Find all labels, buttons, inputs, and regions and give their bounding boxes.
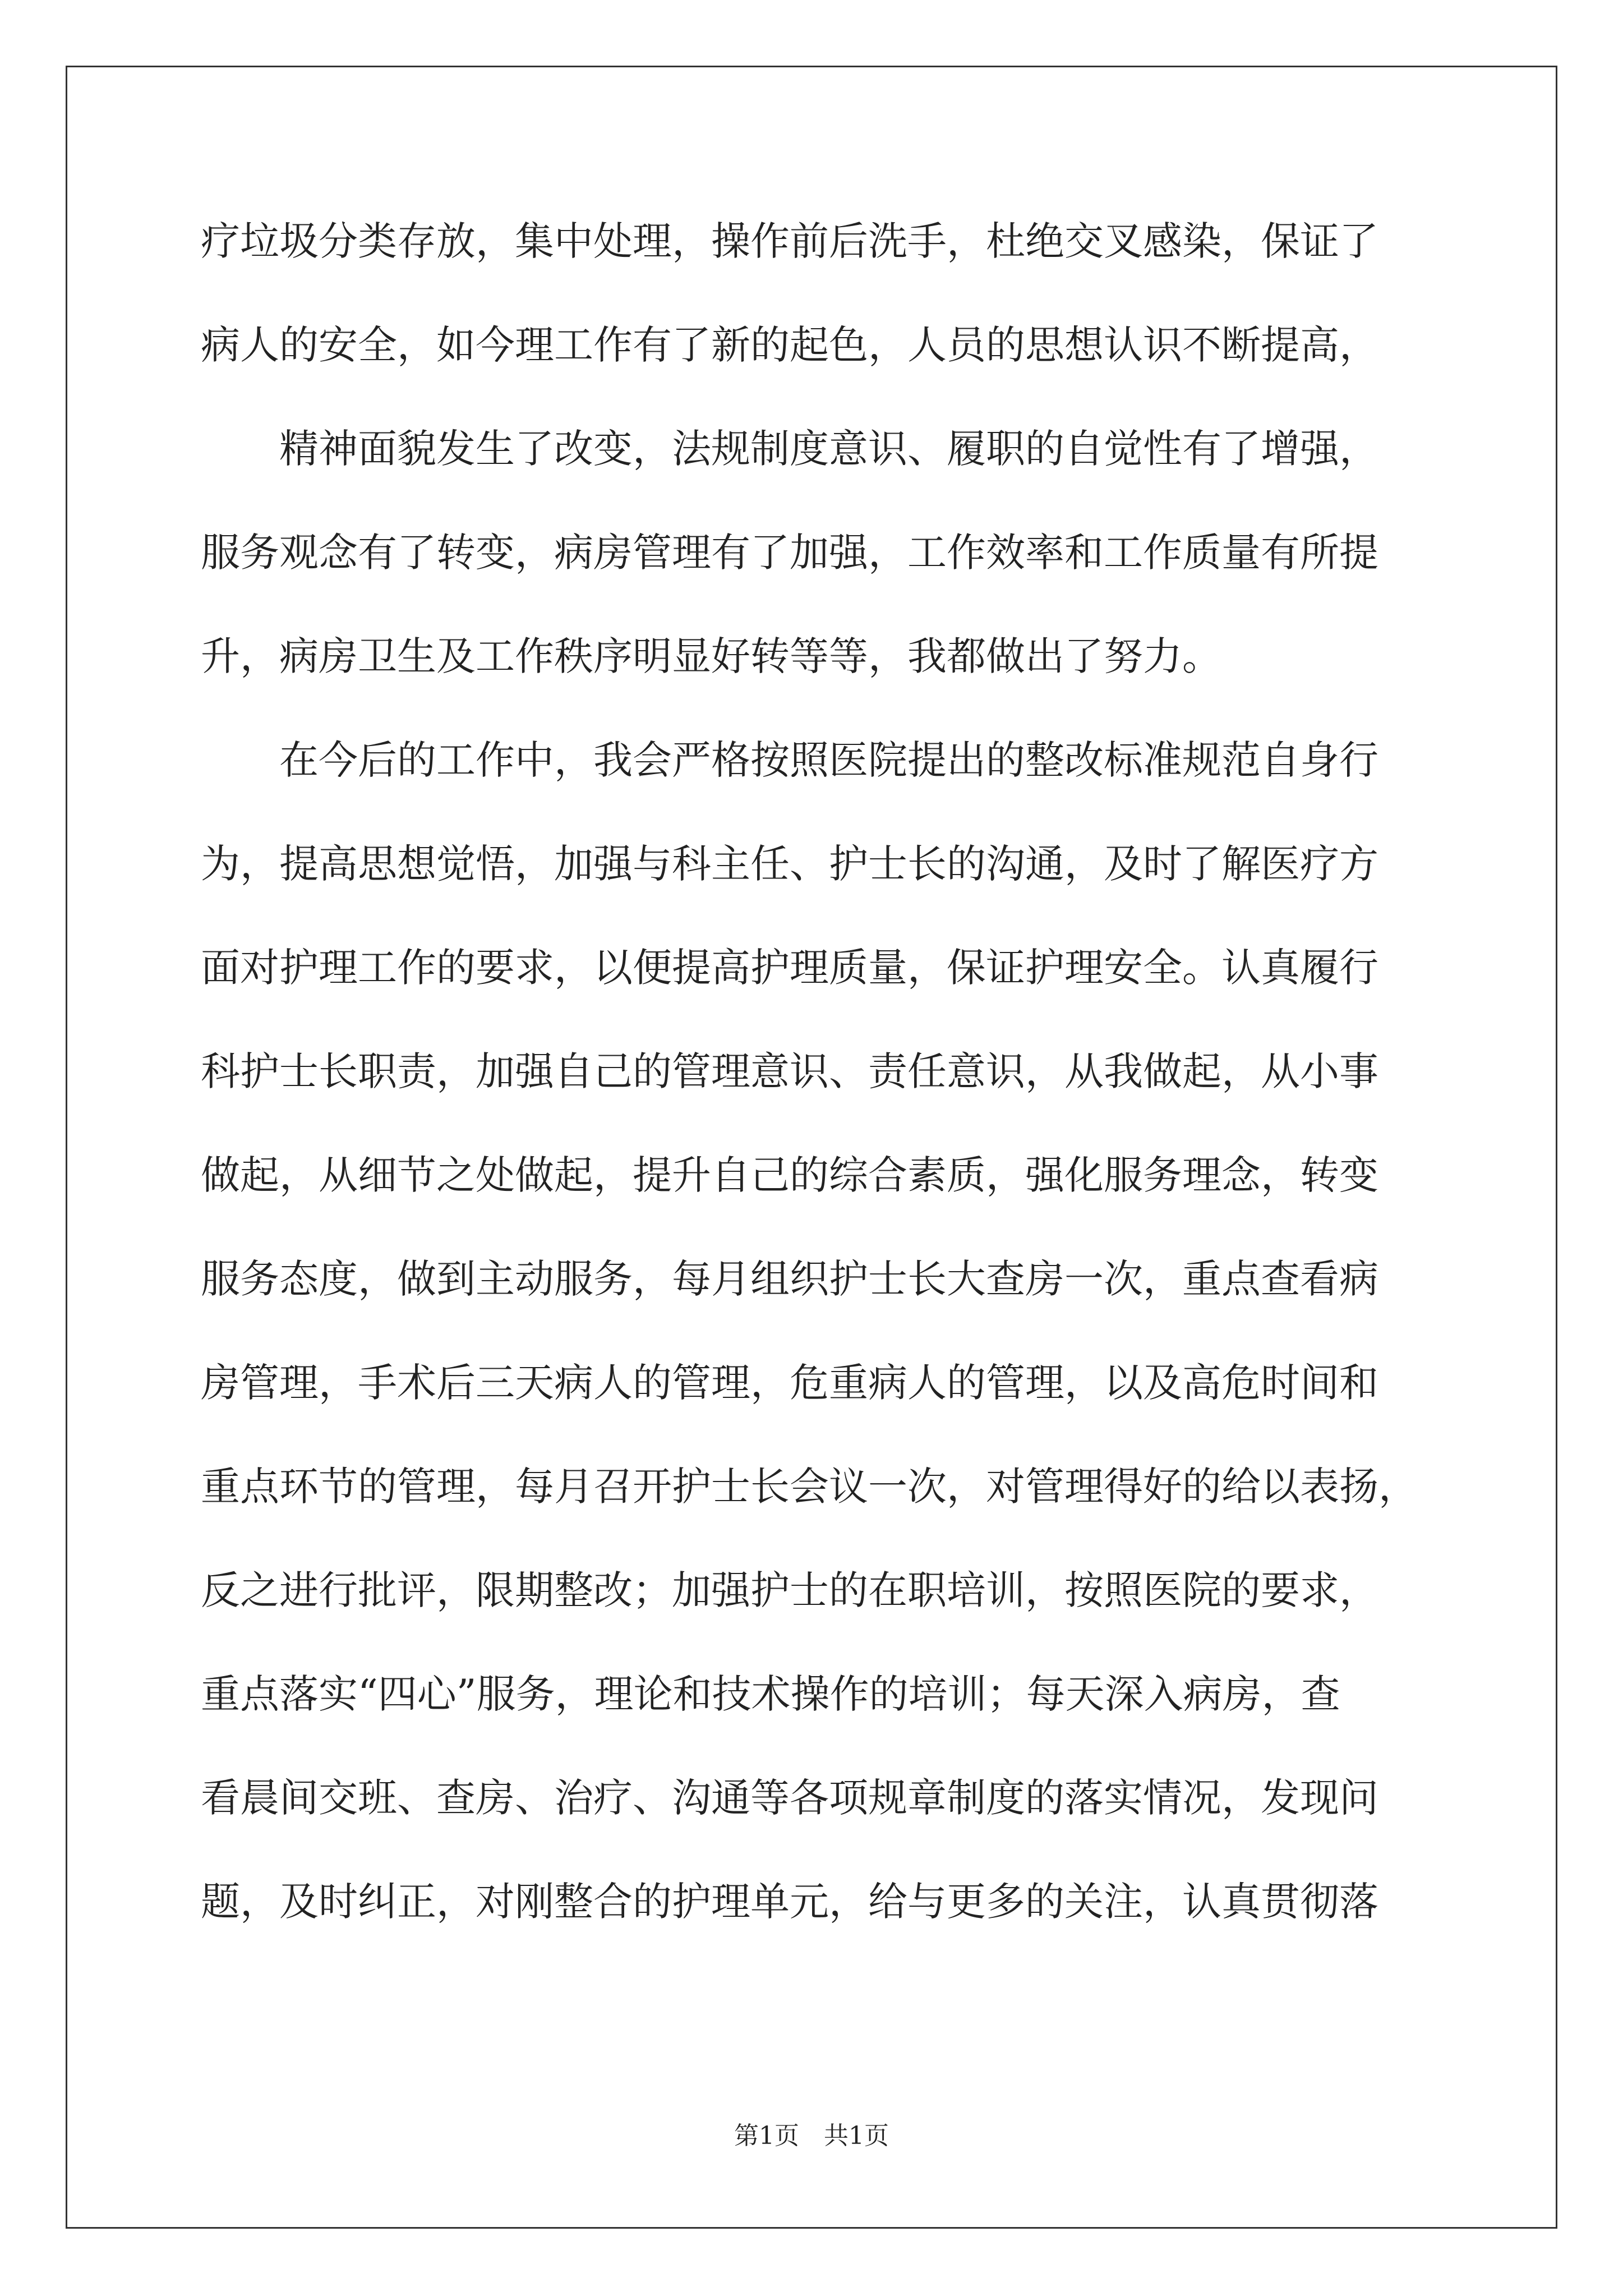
text-line: 面对护理工作的要求，以便提高护理质量，保证护理安全。认真履行: [201, 945, 1378, 991]
text-line: 题，及时纠正，对刚整合的护理单元，给与更多的关注，认真贯彻落: [201, 1879, 1378, 1925]
text-line: 看晨间交班、查房、治疗、沟通等各项规章制度的落实情况，发现问: [201, 1775, 1378, 1821]
page-number: 第1页 共1页: [734, 2122, 889, 2150]
text-line: 在今后的工作中，我会严格按照医院提出的整改标准规范自身行: [279, 737, 1378, 783]
text-line: 做起，从细节之处做起，提升自己的综合素质，强化服务理念，转变: [201, 1152, 1378, 1198]
text-line: 为，提高思想觉悟，加强与科主任、护士长的沟通，及时了解医疗方: [201, 841, 1378, 887]
text-line: 精神面貌发生了改变，法规制度意识、履职的自觉性有了增强，: [279, 426, 1378, 472]
text-line: 重点落实“四心”服务，理论和技术操作的培训；每天深入病房，查: [201, 1671, 1340, 1717]
text-line: 房管理，手术后三天病人的管理，危重病人的管理，以及高危时间和: [201, 1360, 1378, 1406]
text-line: 反之进行批评，限期整改；加强护士的在职培训，按照医院的要求，: [201, 1567, 1378, 1613]
text-line: 服务观念有了转变，病房管理有了加强，工作效率和工作质量有所提: [201, 530, 1378, 576]
text-line: 疗垃圾分类存放，集中处理，操作前后洗手，杜绝交叉感染，保证了: [201, 218, 1378, 264]
text-line: 重点环节的管理，每月召开护士长会议一次，对管理得好的给以表扬，: [201, 1464, 1418, 1510]
text-line: 服务态度，做到主动服务，每月组织护士长大查房一次，重点查看病: [201, 1256, 1378, 1302]
text-line: 科护士长职责，加强自己的管理意识、责任意识，从我做起，从小事: [201, 1048, 1378, 1094]
text-line: 病人的安全，如今理工作有了新的起色，人员的思想认识不断提高，: [201, 322, 1378, 368]
text-line: 升，病房卫生及工作秩序明显好转等等，我都做出了努力。: [201, 633, 1221, 679]
